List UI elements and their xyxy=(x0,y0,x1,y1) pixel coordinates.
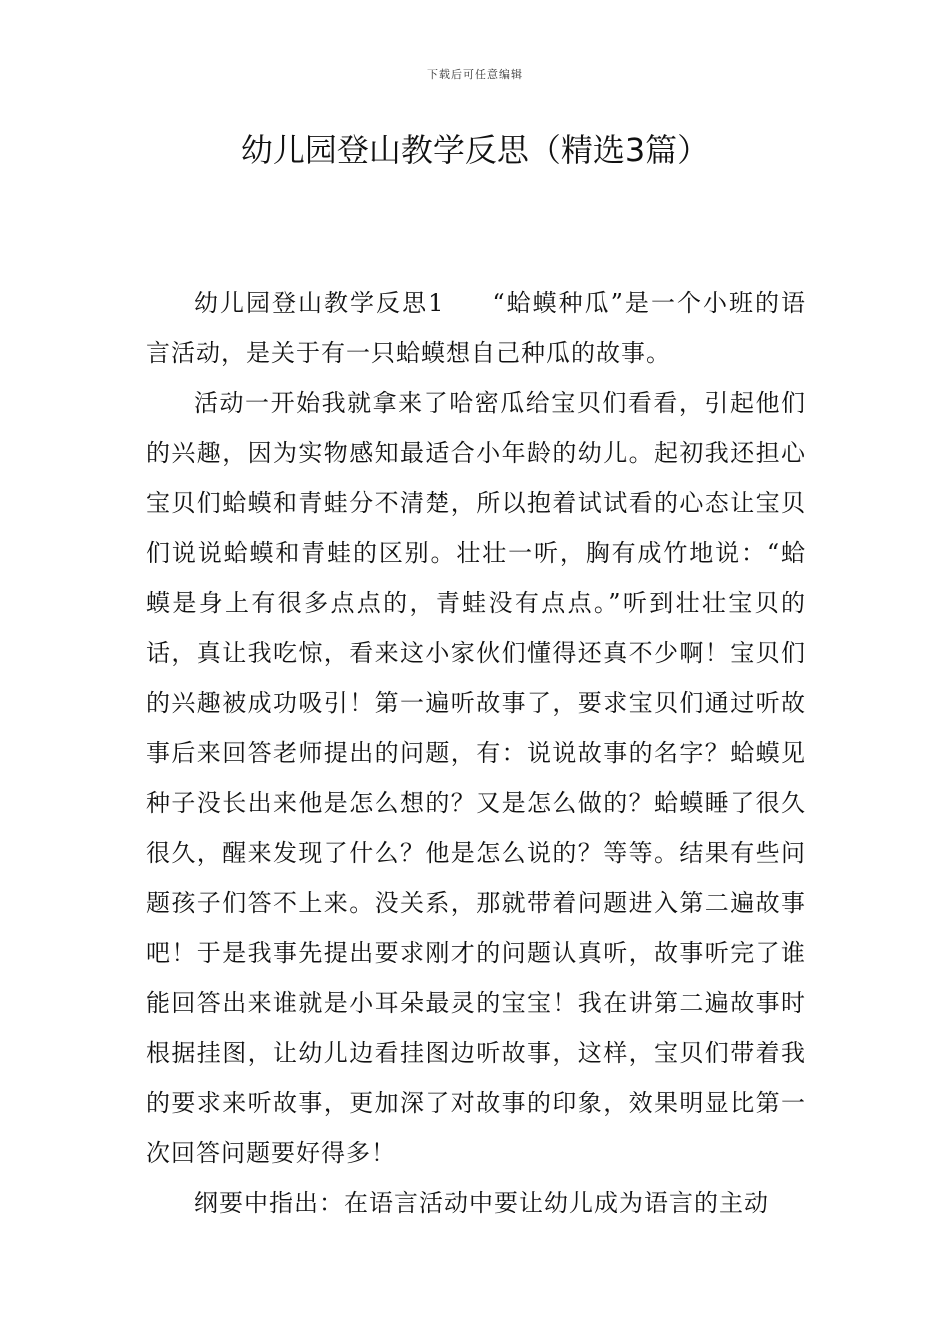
header-note: 下载后可任意编辑 xyxy=(427,68,523,81)
document-title: 幼儿园登山教学反思（精选3篇） xyxy=(240,131,710,169)
paragraph-3: 纲要中指出：在语言活动中要让幼儿成为语言的主动 xyxy=(194,1189,769,1217)
section-label: 幼儿园登山教学反思1 xyxy=(194,289,445,317)
paragraph-2: 活动一开始我就拿来了哈密瓜给宝贝们看看，引起他们的兴趣，因为实物感知最适合小年龄的幼儿。起初我还担心宝贝们蛤蟆和青蛙分不清楚，所以抱着试试看的心态让宝贝们说说蛤蟆和青蛙的区别。壮壮一听，胸有成竹地说：“蛤蟆是身上有很多点点的，青蛙没有点点。”听到壮壮宝贝的话，真让我吃惊，看来这小家伙们懂得还真不少啊！宝贝们的兴趣被成功吸引！第一遍听故事了，要求宝贝们通过听故事后来回答老师提出的问题，有：说说故事的名字？蛤蟆见种子没长出来他是怎么想的？又是怎么做的？蛤蟆睡了很久很久，醒来发现了什么？他是怎么说的？等等。结果有些问题孩子们答不上来。没关系，那就带着问题进入第二遍故事吧！于是我事先提出要求刚才的问题认真听，故事听完了谁能回答出来谁就是小耳朵最灵的宝宝！我在讲第二遍故事时根据挂图，让幼儿边看挂图边听故事，这样，宝贝们带着我的要求来听故事，更加深了对故事的印象，效果明显比第一次回答问题要好得多！ xyxy=(146,389,806,1167)
paragraph-1-text: “蛤蟆种瓜”是一个小班的语言活动，是关于有一只蛤蟆想自己种瓜的故事。 xyxy=(146,289,806,367)
document-body xyxy=(146,278,806,1228)
paragraph-1 xyxy=(146,278,806,378)
